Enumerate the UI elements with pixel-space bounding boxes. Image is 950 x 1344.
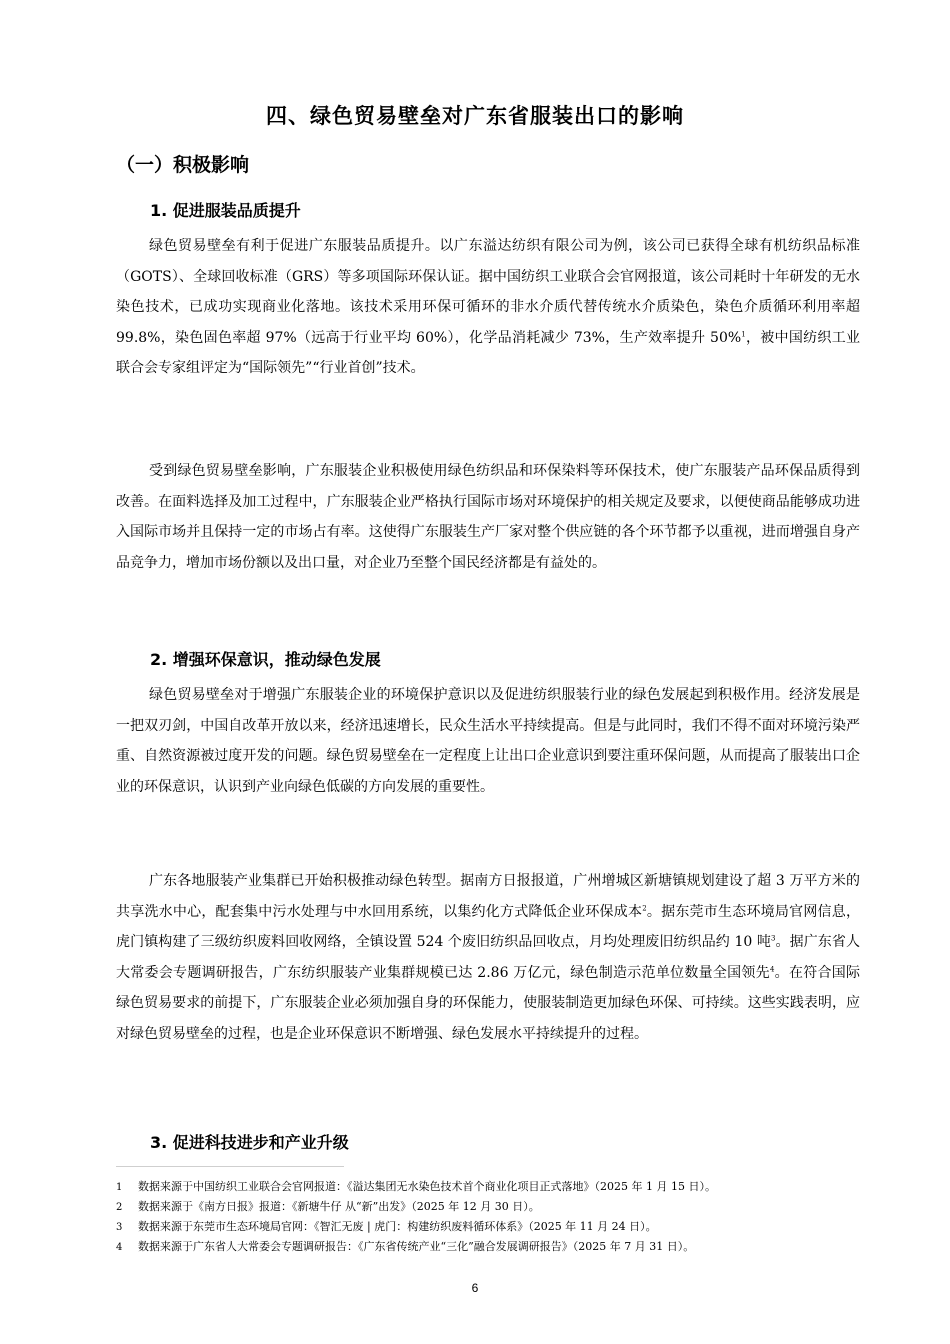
footnote-ref-3: 3 xyxy=(770,934,776,943)
page-number: 6 xyxy=(471,1281,479,1295)
paragraph-4-text-c: 。据广东省人大常委会专题调研报告，广东纺织服装产业集群规模已达 2.86 万亿元，绿色制造示范单位数量全国领先 xyxy=(116,934,861,981)
footnote-item xyxy=(116,1177,876,1197)
paragraph-1-tail: ，被中国纺织工业联合会专家组评定为“国际领先”“行业首创”技术。 xyxy=(116,329,861,376)
footnote-number: 2 xyxy=(116,1202,123,1213)
footnote-number: 1 xyxy=(116,1182,123,1193)
footnote-text: 数据来源于东莞市生态环境局官网：《智汇无废 | 虎门：构建纺织废料循环体系》（2025 年 11 月 24 日）。 xyxy=(138,1220,657,1233)
paragraph-4-text-d: 。在符合国际绿色贸易要求的前提下，广东服装企业必须加强自身的环保能力，使服装制造更加绿色环保、可持续。这些实践表明，应对绿色贸易壁垒的过程，也是企业环保意识不断增强、绿色发展水平持续提升的过程。 xyxy=(116,964,861,1042)
footnote-ref-2: 2 xyxy=(642,903,647,912)
footnote-item xyxy=(116,1197,876,1217)
footnote-item xyxy=(116,1237,876,1257)
footnote-list xyxy=(116,1177,876,1257)
subsection-heading-3: 3. 促进科技进步和产业升级 xyxy=(150,1133,349,1152)
footnote-text: 数据来源于中国纺织工业联合会官网报道：《溢达集团无水染色技术首个商业化项目正式落地》（2025 年 1 月 15 日）。 xyxy=(138,1180,716,1193)
paragraph-3: 绿色贸易壁垒对于增强广东服装企业的环境保护意识以及促进纺织服装行业的绿色发展起到积极作用。经济发展是一把双刃剑，中国自改革开放以来，经济迅速增长，民众生活水平持续提高。但是与此同时，我们不得不面对环境污染严重、自然资源被过度开发的问题。绿色贸易壁垒在一定程度上让出口企业意识到要注重环保问题，从而提高了服装出口企业的环保意识，认识到产业向绿色低碳的方向发展的重要性。 xyxy=(116,687,860,795)
footnote-ref-4: 4 xyxy=(769,964,775,973)
footnote-text: 数据来源于《南方日报》报道：《新塘牛仔 从“新”出发》（2025 年 12 月 30 日）。 xyxy=(138,1200,540,1213)
footnote-number: 3 xyxy=(116,1222,123,1233)
footnote-number: 4 xyxy=(116,1242,123,1253)
paragraph-4-text-b: 。据东莞市生态环境局官网信息，虎门镇构建了三级纺织废料回收网络，全镇设置 524 个废旧纺织品回收点，月均处理废旧纺织品约 10 吨 xyxy=(116,903,860,950)
section-heading: （一）积极影响 xyxy=(116,154,250,176)
paragraph-1 xyxy=(116,231,860,384)
footnote-ref-1: 1 xyxy=(741,329,746,338)
paragraph-4-text-a: 广东各地服装产业集群已开始积极推动绿色转型。据南方日报报道，广州增城区新塘镇规划建设了超 3 万平方米的共享洗水中心，配套集中污水处理与中水回用系统，以集约化方式降低企业环保成本 xyxy=(116,873,860,920)
footnote-text: 数据来源于广东省人大常委会专题调研报告：《广东省传统产业“三化”融合发展调研报告》（2025 年 7 月 31 日）。 xyxy=(138,1240,695,1253)
subsection-heading-2: 2. 增强环保意识，推动绿色发展 xyxy=(150,650,381,669)
paragraph-2: 受到绿色贸易壁垒影响，广东服装企业积极使用绿色纺织品和环保染料等环保技术，使广东服装产品环保品质得到改善。在面料选择及加工过程中，广东服装企业严格执行国际市场对环境保护的相关规定及要求，以便使商品能够成功进入国际市场并且保持一定的市场占有率。这使得广东服装生产厂家对整个供应链的各个环节都予以重视，进而增强自身产品竞争力，增加市场份额以及出口量，对企业乃至整个国民经济都是有益处的。 xyxy=(116,463,860,571)
subsection-heading-1: 1. 促进服装品质提升 xyxy=(150,201,301,220)
paragraph-1-text: 绿色贸易壁垒有利于促进广东服装品质提升。以广东溢达纺织有限公司为例，该公司已获得全球有机纺织品标准（GOTS）、全球回收标准（GRS）等多项国际环保认证。据中国纺织工业联合会官网报道，该公司耗时十年研发的无水染色技术，已成功实现商业化落地。该技术采用环保可循环的非水介质代替传统水介质染色，染色介质循环利用率超 99.8%，染色固色率超 97%（远高于行业平均 60%），化学品消耗减少 73%，生产效率提升 50% xyxy=(116,238,860,346)
footnote-divider xyxy=(116,1166,344,1167)
page-title: 四、绿色贸易壁垒对广东省服装出口的影响 xyxy=(266,104,684,128)
footnote-item xyxy=(116,1217,876,1237)
paragraph-4 xyxy=(116,866,860,1049)
